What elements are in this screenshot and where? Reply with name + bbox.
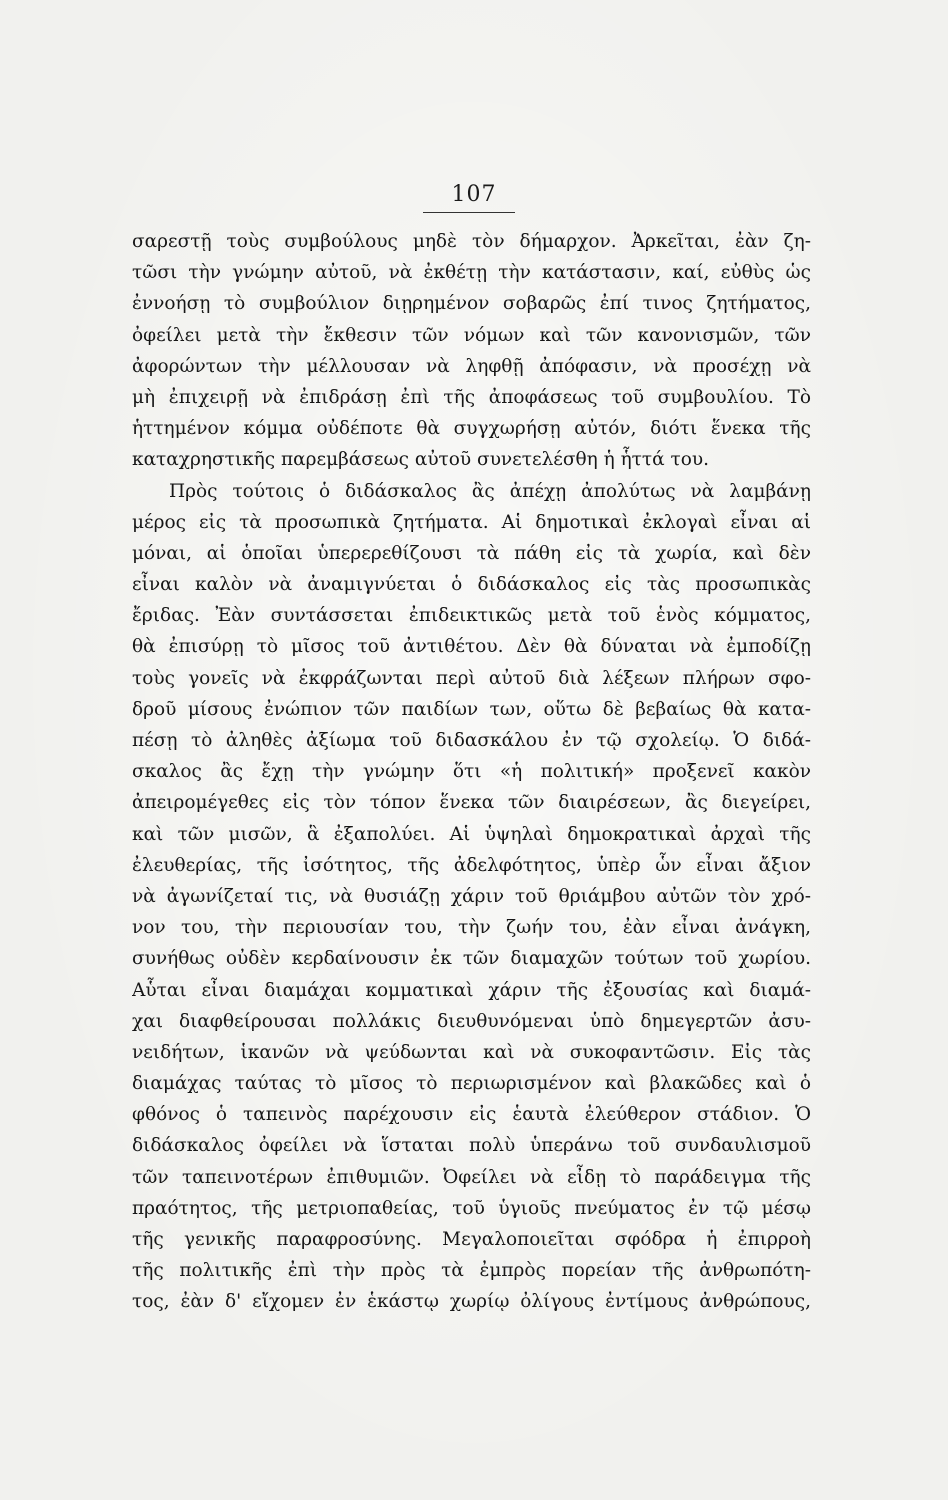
text-line: τος, ἐὰν δ' εἴχομεν ἐν ἑκάστῳ χωρίῳ ὀλίγους ἐντίμους ἀνθρώπους, [132,1291,811,1313]
text-line: καὶ τῶν μισῶν, ἃ ἐξαπολύει. Αἱ ὑψηλαὶ δημοκρατικαὶ ἀρχαὶ τῆς [132,823,811,845]
text-line: εἶναι καλὸν νὰ ἀναμιγνύεται ὁ διδάσκαλος εἰς τὰς προσωπικὰς [132,574,811,596]
text-line: φθόνος ὁ ταπεινὸς παρέχουσιν εἰς ἑαυτὰ ἐλεύθερον στάδιον. Ὁ [132,1104,811,1126]
text-line: μόναι, αἱ ὁποῖαι ὑπερερεθίζουσι τὰ πάθη εἰς τὰ χωρία, καὶ δὲν [132,542,811,564]
text-line: σκαλος ἂς ἔχῃ τὴν γνώμην ὅτι «ἡ πολιτική» προξενεῖ κακὸν [132,761,811,783]
text-line: πέσῃ τὸ ἀληθὲς ἀξίωμα τοῦ διδασκάλου ἐν τῷ σχολείῳ. Ὁ διδά- [132,730,811,751]
text-line: ἔριδας. Ἐὰν συντάσσεται ἐπιδεικτικῶς μετὰ τοῦ ἑνὸς κόμματος, [132,605,811,627]
text-line: Αὗται εἶναι διαμάχαι κομματικαὶ χάριν τῆς ἐξουσίας καὶ διαμά- [132,979,811,1001]
text-line: Πρὸς τούτοις ὁ διδάσκαλος ἂς ἀπέχῃ ἀπολύτως νὰ λαμβάνῃ [169,480,811,502]
text-line: μέρος εἰς τὰ προσωπικὰ ζητήματα. Αἱ δημοτικαὶ ἐκλογαὶ εἶναι αἱ [132,511,811,533]
text-line: νον του, τὴν περιουσίαν του, τὴν ζωήν του, ἐὰν εἶναι ἀνάγκη, [132,917,811,939]
text-line: ἀπειρομέγεθες εἰς τὸν τόπον ἕνεκα τῶν διαιρέσεων, ἂς διεγείρει, [132,792,811,814]
text-line: χαι διαφθείρουσαι πολλάκις διευθυνόμεναι ὑπὸ δημεγερτῶν ἀσυ- [132,1010,811,1032]
text-line: ἡττημένον κόμμα οὐδέποτε θὰ συγχωρήσῃ αὐτόν, διότι ἕνεκα τῆς [132,418,811,440]
text-line: τοὺς γονεῖς νὰ ἐκφράζωνται περὶ αὐτοῦ διὰ λέξεων πλήρων σφο- [132,667,811,689]
body-text [132,226,811,1318]
text-line: τῶν ταπεινοτέρων ἐπιθυμιῶν. Ὀφείλει νὰ εἶδῃ τὸ παράδειγμα τῆς [132,1166,811,1188]
text-line: τῶσι τὴν γνώμην αὐτοῦ, νὰ ἐκθέτῃ τὴν κατάστασιν, καί, εὐθὺς ὡς [132,262,811,284]
text-line: δροῦ μίσους ἐνώπιον τῶν παιδίων των, οὕτω δὲ βεβαίως θὰ κατα- [132,698,811,720]
page-number: 107 [451,182,497,207]
text-line: ὀφείλει μετὰ τὴν ἔκθεσιν τῶν νόμων καὶ τῶν κανονισμῶν, τῶν [132,324,811,346]
text-line: τῆς γενικῆς παραφροσύνης. Μεγαλοποιεῖται σφόδρα ἡ ἐπιρροὴ [132,1229,811,1250]
text-line: σαρεστῇ τοὺς συμβούλους μηδὲ τὸν δήμαρχον. Ἀρκεῖται, ἐὰν ζη- [132,231,811,252]
text-line: θὰ ἐπισύρῃ τὸ μῖσος τοῦ ἀντιθέτου. Δὲν θὰ δύναται νὰ ἐμποδίζῃ [132,636,811,658]
text-line: ἐννοήσῃ τὸ συμβούλιον διῃρημένον σοβαρῶς ἐπί τινος ζητήματος, [132,293,811,315]
text-line: ἀφορώντων τὴν μέλλουσαν νὰ ληφθῇ ἀπόφασιν, νὰ προσέχῃ νὰ [132,355,811,377]
text-line: διαμάχας ταύτας τὸ μῖσος τὸ περιωρισμένον καὶ βλακῶδες καὶ ὁ [132,1073,811,1095]
text-line: πραότητος, τῆς μετριοπαθείας, τοῦ ὑγιοῦς πνεύματος ἐν τῷ μέσῳ [132,1197,811,1219]
text-line: καταχρηστικῆς παρεμβάσεως αὐτοῦ συνετελέσθη ἡ ἧττά του. [132,449,710,471]
text-line: νειδήτων, ἱκανῶν νὰ ψεύδωνται καὶ νὰ συκοφαντῶσιν. Εἰς τὰς [132,1041,811,1063]
text-line: συνήθως οὐδὲν κερδαίνουσιν ἐκ τῶν διαμαχῶν τούτων τοῦ χωρίου. [132,948,811,970]
text-line: διδάσκαλος ὀφείλει νὰ ἵσταται πολὺ ὑπεράνω τοῦ συνδαυλισμοῦ [132,1135,811,1157]
text-line: νὰ ἀγωνίζεταί τις, νὰ θυσιάζῃ χάριν τοῦ θριάμβου αὐτῶν τὸν χρό- [132,885,811,907]
text-line: τῆς πολιτικῆς ἐπὶ τὴν πρὸς τὰ ἐμπρὸς πορείαν τῆς ἀνθρωπότη- [132,1260,811,1282]
page-number-rule [423,212,515,213]
text-line: μὴ ἐπιχειρῇ νὰ ἐπιδράσῃ ἐπὶ τῆς ἀποφάσεως τοῦ συμβουλίου. Τὸ [132,386,811,408]
text-line: ἐλευθερίας, τῆς ἰσότητος, τῆς ἀδελφότητος, ὑπὲρ ὧν εἶναι ἄξιον [132,854,811,876]
